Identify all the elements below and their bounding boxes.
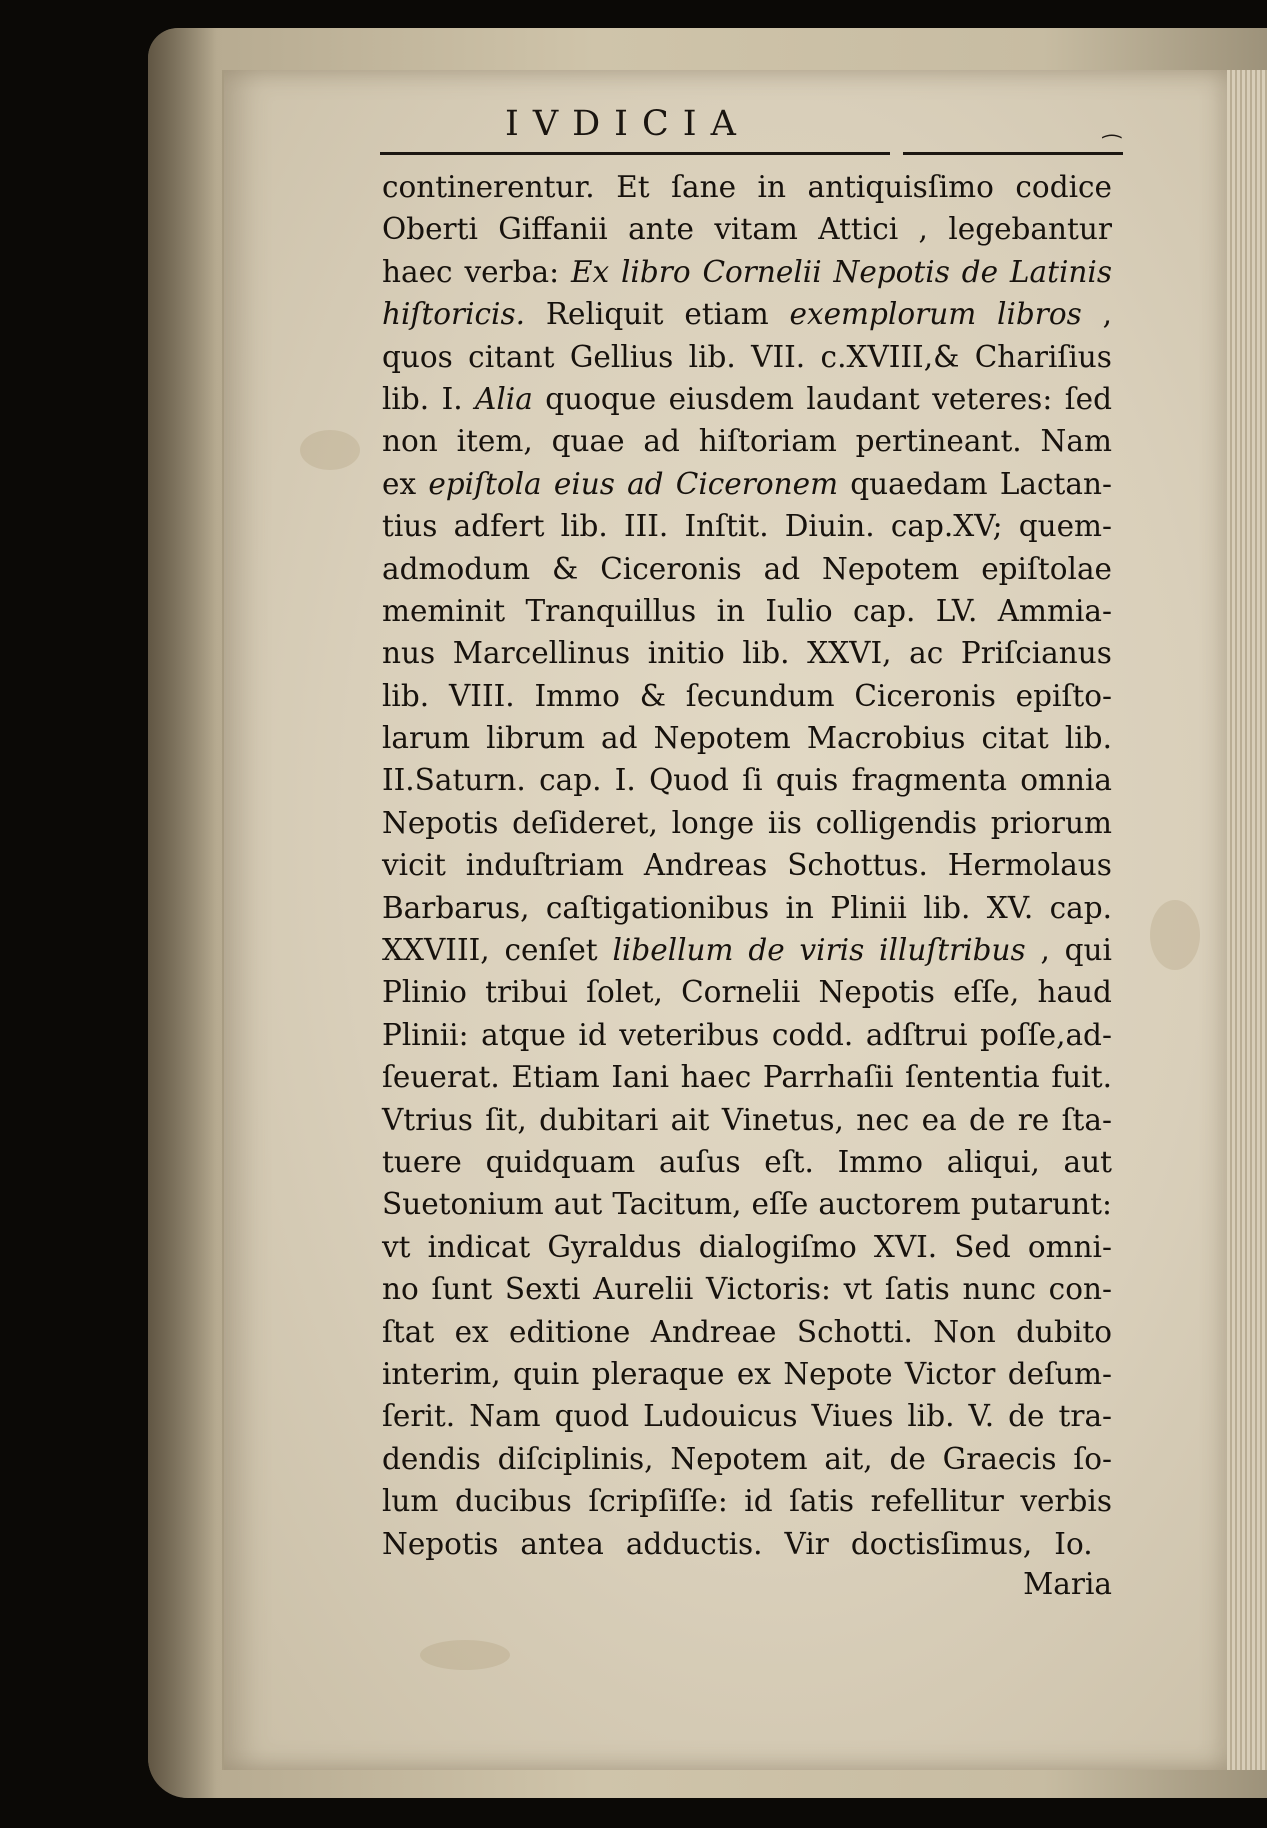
fleuron-ornament: ⁀ — [1103, 136, 1121, 161]
word: VII. — [751, 339, 806, 374]
word: editione — [509, 1314, 631, 1349]
word: LV. — [935, 593, 978, 628]
word: ſed — [1064, 381, 1112, 416]
word: epiſto- — [1015, 678, 1112, 713]
word: Aurelii — [593, 1272, 694, 1307]
word: fuit. — [1051, 1060, 1112, 1095]
word: Lactan- — [999, 466, 1112, 501]
word: ſcripſiſſe: — [588, 1484, 728, 1519]
word: veteribus — [619, 1017, 760, 1052]
word: XV. — [986, 890, 1034, 925]
word: citat — [981, 721, 1049, 756]
word: deſideret, — [512, 805, 658, 840]
word: de — [889, 1441, 926, 1476]
word: II.Saturn. — [382, 763, 526, 798]
word: libellum — [612, 933, 734, 968]
cover-shadow — [148, 28, 218, 1798]
word: quis — [775, 763, 839, 798]
word: qui — [1064, 933, 1112, 968]
word: induſtriam — [465, 848, 624, 883]
word: ex — [736, 1356, 771, 1391]
text-line — [382, 505, 1112, 547]
word: ſecundum — [685, 678, 835, 713]
word: longe — [671, 805, 755, 840]
word: putarunt: — [970, 1187, 1112, 1222]
word: Nepotis — [382, 805, 499, 840]
word: pertineant. — [855, 424, 1022, 459]
word: Ludouicus — [643, 1399, 798, 1434]
word: indicat — [427, 1229, 531, 1264]
word: Chariſius — [974, 339, 1112, 374]
word: Tacitum, — [612, 1187, 742, 1222]
word: Cornelii — [702, 254, 822, 289]
word: haec — [680, 1060, 752, 1095]
word: Et — [616, 170, 650, 204]
word: ſo- — [1073, 1441, 1112, 1476]
word: libro — [620, 254, 691, 289]
word: lib. — [1064, 721, 1112, 756]
text-line — [382, 1395, 1112, 1437]
word: Nepotem — [670, 1441, 808, 1476]
text-line — [382, 632, 1112, 674]
text-line — [382, 844, 1112, 886]
word: vt — [382, 1229, 411, 1264]
text-line — [382, 1480, 1112, 1522]
word: , — [1102, 297, 1112, 332]
word: in — [785, 890, 814, 925]
word: colligendis — [815, 805, 978, 840]
word: adfert — [453, 509, 545, 544]
word: ad — [601, 721, 638, 756]
word: Barbarus, — [382, 890, 530, 925]
word: librum — [486, 721, 585, 756]
word: illuſtribus — [879, 933, 1026, 968]
word: aut — [1063, 1144, 1112, 1179]
word: exemplorum — [789, 297, 977, 332]
word: Nam — [1040, 424, 1112, 459]
word: dialogiſmo — [698, 1229, 857, 1264]
word: Suetonium — [382, 1187, 544, 1222]
word: Hermolaus — [947, 848, 1112, 883]
word: lib. — [382, 678, 430, 713]
word: Nepotis — [818, 975, 935, 1010]
word: epiſtola — [428, 466, 542, 501]
word: V. — [968, 1399, 995, 1434]
word: vitam — [714, 212, 798, 247]
word: Nepotis — [382, 1526, 499, 1561]
word: quin — [513, 1356, 580, 1391]
word: atque — [481, 1017, 566, 1052]
word: dubitari — [539, 1102, 659, 1137]
word: codice — [1015, 170, 1112, 204]
word: Marcellinus — [452, 636, 631, 671]
word: lum — [382, 1484, 439, 1519]
word: ſane — [671, 170, 737, 204]
word: auctorem — [818, 1187, 961, 1222]
word: Schotti. — [796, 1314, 913, 1349]
word: verbis — [1020, 1484, 1112, 1519]
word: vicit — [382, 848, 446, 883]
word: Inſtit. — [684, 509, 769, 544]
word: ſatis — [884, 1272, 950, 1307]
word: verba: — [464, 254, 560, 289]
word: nunc — [962, 1272, 1036, 1307]
word: omni- — [1027, 1229, 1112, 1264]
word: haud — [1037, 975, 1112, 1010]
word: Tranquillus — [525, 593, 697, 628]
word: Ciceronis — [854, 678, 996, 713]
word: III. — [623, 509, 669, 544]
word: re — [1017, 1102, 1050, 1137]
word: Victor — [904, 1356, 996, 1391]
text-line — [382, 759, 1112, 801]
word: poſſe,ad- — [980, 1017, 1112, 1052]
word: quos — [382, 339, 453, 374]
word: de — [969, 1102, 1006, 1137]
word: ex — [454, 1314, 489, 1349]
word: in — [716, 593, 745, 628]
word: quem- — [1018, 509, 1112, 544]
word: Alia — [475, 381, 533, 416]
word: Immo — [837, 1144, 923, 1179]
word: Reliquit — [545, 297, 664, 332]
word: XXVIII, — [382, 933, 490, 968]
word: libros — [997, 297, 1082, 332]
word: ad — [627, 466, 664, 501]
word: de — [748, 933, 785, 968]
word: Gyraldus — [547, 1229, 682, 1264]
word: tribui — [485, 975, 568, 1010]
word: quod — [554, 1399, 630, 1434]
word: eſt. — [764, 1144, 814, 1179]
word: Plinii: — [382, 1017, 469, 1052]
word: quaedam — [850, 466, 988, 501]
text-line — [382, 675, 1112, 717]
word: deſum- — [1007, 1356, 1112, 1391]
word: ad — [763, 551, 801, 586]
word: Nepotem — [822, 551, 960, 586]
word: Priſcianus — [960, 636, 1112, 671]
word: , — [1040, 933, 1050, 968]
word: Graecis — [942, 1441, 1057, 1476]
word: lib. — [560, 509, 608, 544]
word: ac — [909, 636, 944, 671]
text-line — [382, 293, 1112, 335]
word: ſeuerat. — [382, 1060, 500, 1095]
word: eiusdem — [668, 381, 794, 416]
word: Andreae — [650, 1314, 777, 1349]
word: ad — [643, 424, 680, 459]
word: legebantur — [948, 212, 1112, 247]
word: Oberti — [382, 212, 478, 247]
word: I. — [441, 381, 463, 416]
word: Etiam — [511, 1060, 600, 1095]
word: adductis. — [625, 1526, 763, 1561]
word: lib. — [907, 1399, 955, 1434]
word: larum — [382, 721, 471, 756]
word: laudant — [806, 381, 920, 416]
word: Giffanii — [498, 212, 608, 247]
word: tius — [382, 509, 438, 544]
word: adſtrui — [865, 1017, 968, 1052]
header-rule-right — [903, 152, 1123, 155]
word: Nepote — [783, 1356, 893, 1391]
text-line — [382, 251, 1112, 293]
word: dubito — [1016, 1314, 1112, 1349]
foxing-stain — [1150, 900, 1200, 970]
word: de — [961, 254, 999, 289]
word: eius — [553, 466, 615, 501]
word: continerentur. — [382, 170, 595, 204]
word: Viues — [811, 1399, 894, 1434]
text-line — [382, 463, 1112, 505]
word: doctisſimus, — [850, 1526, 1033, 1561]
text-line — [382, 420, 1112, 462]
word: no — [382, 1272, 419, 1307]
word: quidquam — [485, 1144, 636, 1179]
word: cap. — [1049, 890, 1112, 925]
word: Sed — [954, 1229, 1011, 1264]
word: in — [757, 170, 786, 204]
word: XXVI, — [807, 636, 892, 671]
text-line — [382, 1438, 1112, 1480]
word: , — [918, 212, 928, 247]
word: c.XVIII,& — [820, 339, 960, 374]
word: quoque — [545, 381, 657, 416]
word: Vtrius — [382, 1102, 473, 1137]
text-line — [382, 166, 1112, 208]
word: Iulio — [765, 593, 833, 628]
word: id — [744, 1484, 773, 1519]
word: ait — [670, 1102, 710, 1137]
word: ſtat — [382, 1314, 435, 1349]
foxing-stain — [300, 430, 360, 470]
word: ſerit. — [382, 1399, 456, 1434]
word: Non — [933, 1314, 996, 1349]
page-header-title: IVDICIA — [505, 104, 750, 144]
text-line — [382, 378, 1112, 420]
word: Plinii — [830, 890, 907, 925]
page-edge — [1227, 70, 1267, 1770]
word: lib. — [742, 636, 790, 671]
word: ſta- — [1061, 1102, 1112, 1137]
word: non — [382, 424, 438, 459]
word: antea — [520, 1526, 604, 1561]
catchword: Maria — [1023, 1567, 1112, 1601]
word: hiſtoricis. — [382, 297, 525, 332]
text-line — [382, 336, 1112, 378]
text-line — [382, 971, 1112, 1013]
body-text — [382, 166, 1112, 1565]
word: Diuin. — [784, 509, 875, 544]
word: Ciceronis — [600, 551, 742, 586]
word: citant — [468, 339, 555, 374]
word: Vir — [784, 1526, 829, 1561]
word: ſunt — [431, 1272, 493, 1307]
word: Macrobius — [806, 721, 966, 756]
text-line — [382, 1141, 1112, 1183]
word: ſi — [742, 763, 763, 798]
word: Nepotem — [653, 721, 791, 756]
word: Iani — [611, 1060, 670, 1095]
word: viris — [799, 933, 865, 968]
text-line — [382, 1353, 1112, 1395]
word: antiquisſimo — [807, 170, 994, 204]
word: pleraque — [591, 1356, 725, 1391]
word: ex — [382, 466, 417, 501]
word: aut — [553, 1187, 603, 1222]
word: Vinetus, — [721, 1102, 844, 1137]
text-line — [382, 1311, 1112, 1353]
word: initio — [647, 636, 725, 671]
word: ait, — [824, 1441, 873, 1476]
word: codd. — [771, 1017, 854, 1052]
word: interim, — [382, 1356, 501, 1391]
word: haec — [382, 254, 453, 289]
header-rule — [380, 152, 890, 155]
word: ſolet, — [586, 975, 663, 1010]
word: etiam — [684, 297, 769, 332]
word: Io. — [1054, 1526, 1093, 1561]
word: & — [552, 551, 579, 586]
word: Quod — [649, 763, 729, 798]
word: cap. — [853, 593, 916, 628]
word: refellitur — [870, 1484, 1004, 1519]
word: dendis — [382, 1441, 481, 1476]
word: epiſtolae — [981, 551, 1112, 586]
text-line — [382, 1226, 1112, 1268]
word: fragmenta — [851, 763, 1007, 798]
word: XVI. — [873, 1229, 938, 1264]
word: & — [639, 678, 666, 713]
word: Ammia- — [997, 593, 1112, 628]
text-line — [382, 1014, 1112, 1056]
word: ſatis — [789, 1484, 855, 1519]
foxing-stain — [420, 1640, 510, 1670]
word: quae — [551, 424, 625, 459]
word: VIII. — [448, 678, 515, 713]
word: tra- — [1058, 1399, 1112, 1434]
word: id — [578, 1017, 607, 1052]
word: item, — [456, 424, 533, 459]
text-line — [382, 1268, 1112, 1310]
word: de — [1008, 1399, 1045, 1434]
word: cap. — [539, 763, 602, 798]
word: eſſe, — [953, 975, 1020, 1010]
word: nus — [382, 636, 436, 671]
text-line — [382, 802, 1112, 844]
word: cap.XV; — [890, 509, 1003, 544]
text-line — [382, 1099, 1112, 1141]
word: Victoris: — [706, 1272, 831, 1307]
word: Schottus. — [787, 848, 928, 883]
text-line — [382, 887, 1112, 929]
word: vt — [843, 1272, 873, 1307]
text-line — [382, 717, 1112, 759]
word: Andreas — [643, 848, 768, 883]
word: auſus — [658, 1144, 741, 1179]
word: meminit — [382, 593, 506, 628]
word: lib. — [688, 339, 736, 374]
word: I. — [614, 763, 636, 798]
word: caſtigationibus — [545, 890, 770, 925]
word: cenſet — [504, 933, 598, 968]
word: Ciceronem — [675, 466, 839, 501]
word: admodum — [382, 551, 531, 586]
word: ſententia — [905, 1060, 1040, 1095]
word: Cornelii — [681, 975, 801, 1010]
word: omnia — [1020, 763, 1112, 798]
word: con- — [1048, 1272, 1112, 1307]
text-line — [382, 1056, 1112, 1098]
word: Gellius — [569, 339, 674, 374]
word: ducibus — [454, 1484, 572, 1519]
word: ante — [628, 212, 694, 247]
word: nec — [856, 1102, 910, 1137]
word: ea — [921, 1102, 957, 1137]
word: veteres: — [932, 381, 1053, 416]
word: aliqui, — [946, 1144, 1040, 1179]
text-line — [382, 1183, 1112, 1225]
word: Parrhaſii — [762, 1060, 894, 1095]
word: priorum — [990, 805, 1112, 840]
word: iis — [767, 805, 802, 840]
word: Nam — [469, 1399, 541, 1434]
word: Immo — [534, 678, 620, 713]
text-line — [382, 548, 1112, 590]
word: lib. — [382, 381, 430, 416]
word: Latinis — [1009, 254, 1112, 289]
word: diſciplinis, — [497, 1441, 654, 1476]
word: Ex — [570, 254, 610, 289]
text-line — [382, 590, 1112, 632]
word: Attici — [818, 212, 899, 247]
word: ſit, — [485, 1102, 527, 1137]
text-line — [382, 208, 1112, 250]
text-line — [382, 929, 1112, 971]
word: eſſe — [751, 1187, 809, 1222]
word: tuere — [382, 1144, 462, 1179]
word: lib. — [923, 890, 971, 925]
word: Plinio — [382, 975, 467, 1010]
word: Nepotis — [833, 254, 950, 289]
word: hiſtoriam — [698, 424, 837, 459]
text-line — [382, 1523, 1112, 1565]
word: Sexti — [504, 1272, 581, 1307]
